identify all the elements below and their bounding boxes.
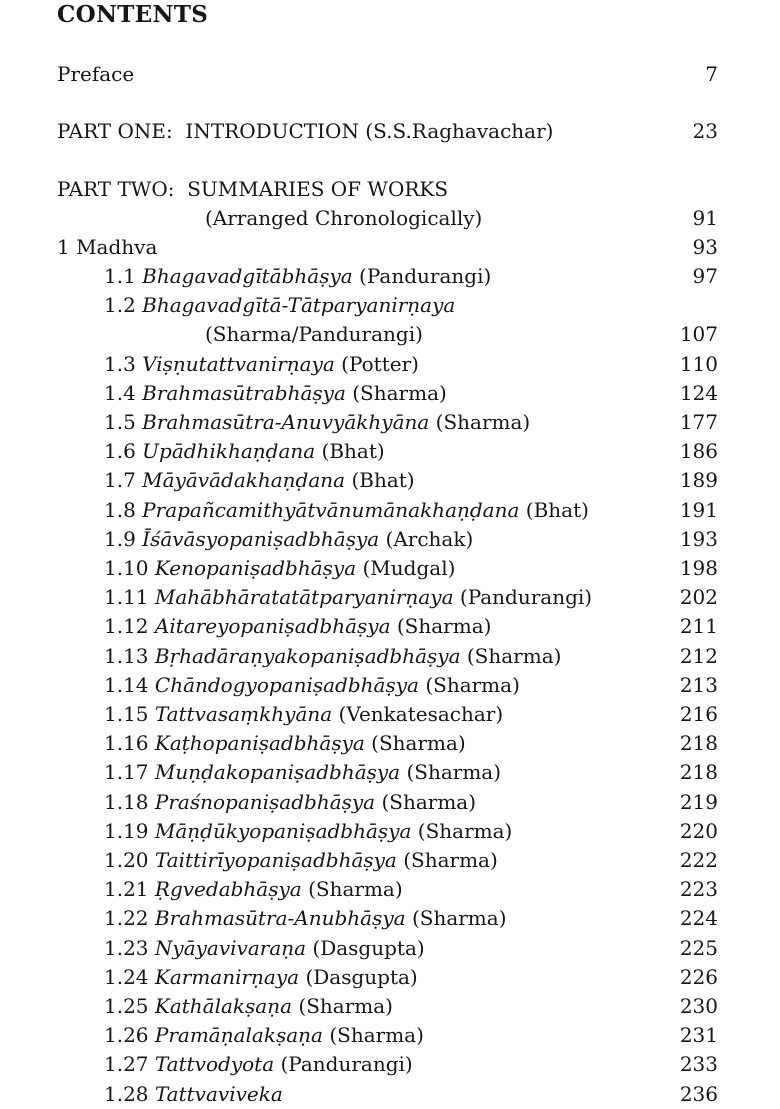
entry-page: 202 [679, 585, 718, 610]
entry-number: 1.6 [104, 439, 136, 464]
entry-author: (Potter) [341, 351, 419, 376]
toc-entry[interactable] [0, 758, 780, 787]
entry-number: 1.28 [104, 1081, 149, 1106]
toc-entry[interactable] [0, 963, 780, 992]
entry-page: 189 [679, 468, 718, 493]
toc-entry[interactable] [0, 934, 780, 963]
entry-number: 1.26 [104, 1023, 149, 1048]
entry-text [104, 1021, 424, 1050]
toc-entry[interactable] [0, 291, 780, 320]
entry-author: (Bhat) [351, 468, 415, 493]
entry-author: (Pandurangi) [359, 264, 492, 288]
entry-title: Brahmasūtra-Anuvyākhyāna [142, 410, 430, 434]
entry-page: 211 [679, 614, 718, 639]
entry-number: 1.20 [104, 848, 149, 872]
entry-number: 1.14 [104, 672, 149, 697]
entry-title: Kenopaniṣadbhāṣya [154, 556, 357, 580]
entry-author: (Venkatesachar) [338, 702, 504, 726]
entry-page: 177 [679, 410, 718, 434]
entry-title: Bhagavadgītā-Tātparyanirṇaya [142, 293, 456, 318]
entry-page: 222 [679, 848, 718, 872]
toc-entry[interactable] [0, 700, 780, 729]
entry-author: (Sharma) [371, 731, 466, 756]
entry-page: 213 [679, 672, 718, 697]
entry-page: 110 [679, 351, 718, 376]
entry-title: Tattvaviveka [154, 1081, 283, 1106]
entry-number: 1.1 [104, 264, 136, 288]
entry-title: Māṇḍūkyopaniṣadbhāṣya [154, 818, 412, 843]
entry-text [104, 642, 561, 671]
entry-author: (Sharma) [381, 789, 477, 814]
entry-page: 224 [679, 906, 718, 931]
toc-entry[interactable] [0, 262, 780, 291]
entry-text [104, 437, 385, 466]
entry-page: 198 [679, 556, 718, 580]
entry-number: 1.27 [104, 1052, 149, 1077]
entry-number: 1.13 [104, 643, 149, 668]
entry-title: Tattvasaṃkhyāna [154, 702, 333, 726]
entry-page: 7 [705, 62, 718, 86]
toc-entry[interactable] [0, 729, 780, 758]
entry-author: (Mudgal) [362, 556, 456, 580]
entry-author: (Sharma) [411, 906, 507, 931]
entry-number: 1.10 [104, 556, 149, 580]
entry-label: 1 Madhva [57, 235, 158, 259]
toc-entry[interactable] [0, 817, 780, 846]
toc-entry[interactable] [0, 846, 780, 875]
entry-text [104, 729, 466, 758]
entry-text [104, 904, 507, 933]
entry-text [104, 671, 520, 700]
entry-title: Brahmasūtra-Anubhāṣya [154, 906, 406, 931]
entry-title: Ṛgvedabhāṣya [154, 877, 302, 902]
toc-entry[interactable] [0, 437, 780, 466]
entry-page: 231 [679, 1023, 718, 1048]
entry-page: 223 [679, 877, 718, 902]
toc-entry[interactable] [0, 612, 780, 641]
entry-text [104, 700, 503, 729]
entry-text [104, 262, 491, 291]
toc-entry[interactable] [0, 1080, 780, 1109]
toc-entry[interactable] [0, 379, 780, 408]
entry-author: (Sharma) [298, 994, 393, 1018]
entry-text [104, 1050, 413, 1079]
entry-text [104, 291, 455, 320]
entry-text [104, 496, 589, 525]
toc-entry[interactable] [0, 1021, 780, 1050]
entry-author: (Sharma) [417, 818, 513, 843]
entry-title: Muṇḍakopaniṣadbhāṣya [154, 760, 401, 785]
page-title: CONTENTS [57, 1, 209, 28]
entry-page: 186 [679, 439, 718, 464]
entry-page: 230 [679, 994, 718, 1018]
entry-label: PART TWO: SUMMARIES OF WORKS [57, 177, 449, 201]
toc-entry-part-one[interactable] [0, 117, 780, 146]
entry-author: (Sharma) [396, 614, 492, 639]
entry-title: Īśāvāsyopaniṣadbhāṣya [142, 526, 380, 551]
entry-number: 1.18 [104, 789, 149, 814]
entry-label: PART ONE: INTRODUCTION (S.S.Raghavachar) [57, 119, 554, 143]
entry-subtitle: (Arranged Chronologically) [205, 206, 483, 230]
entry-author: (Bhat) [525, 497, 589, 522]
entry-author: (Pandurangi) [459, 585, 593, 610]
entry-page: 124 [679, 380, 718, 405]
toc-entry-part-two[interactable] [0, 175, 780, 204]
entry-page: 191 [679, 497, 718, 522]
toc-entry[interactable] [0, 992, 780, 1021]
entry-text [104, 846, 498, 875]
entry-page: 233 [679, 1052, 718, 1077]
entry-page: 97 [692, 264, 718, 288]
entry-title: Pramāṇalakṣaṇa [154, 1023, 323, 1048]
entry-page: 220 [679, 818, 718, 843]
entry-number: 1.17 [104, 760, 149, 785]
entry-title: Kathālakṣaṇa [154, 994, 293, 1018]
entry-page: 236 [679, 1081, 718, 1106]
toc-entry[interactable] [0, 642, 780, 671]
entry-text [104, 934, 425, 963]
entry-text [104, 758, 501, 787]
entry-author: (Sharma) [406, 760, 502, 785]
entry-text [104, 612, 491, 641]
toc-entry[interactable] [0, 496, 780, 525]
entry-author: (Sharma) [435, 410, 531, 434]
entry-text [104, 992, 393, 1021]
entry-number: 1.25 [104, 994, 149, 1018]
entry-page: 226 [679, 964, 718, 989]
entry-title: Māyāvādakhaṇḍana [142, 468, 346, 493]
entry-number: 1.4 [104, 380, 136, 405]
entry-number: 1.3 [104, 351, 136, 376]
entry-author: (Dasgupta) [312, 935, 425, 960]
entry-number: 1.22 [104, 906, 149, 931]
entry-title: Taittirīyopaniṣadbhāṣya [154, 848, 397, 872]
entry-text [104, 525, 473, 554]
entry-number: 1.16 [104, 731, 149, 756]
entry-number: 1.2 [104, 293, 136, 318]
toc-entry[interactable] [0, 466, 780, 495]
entry-author: (Sharma) [403, 848, 498, 872]
entry-title: Kaṭhopaniṣadbhāṣya [154, 731, 365, 756]
entry-page: 107 [679, 322, 718, 347]
entry-author: (Sharma) [466, 643, 562, 668]
entry-page: 218 [679, 731, 718, 756]
entry-title: Aitareyopaniṣadbhāṣya [154, 614, 391, 639]
entry-number: 1.7 [104, 468, 136, 493]
entry-author: (Sharma) [425, 672, 520, 697]
entry-text [104, 408, 530, 437]
entry-text [104, 788, 476, 817]
entry-title: Tattvodyota [154, 1052, 275, 1077]
entry-number: 1.9 [104, 526, 136, 551]
entry-text [104, 817, 512, 846]
entry-number: 1.8 [104, 497, 136, 522]
entry-author: (Sharma) [329, 1023, 424, 1048]
entry-number: 1.15 [104, 702, 149, 726]
entry-author: (Sharma) [352, 380, 447, 405]
toc-entry[interactable] [0, 525, 780, 554]
entry-text [104, 1080, 283, 1109]
toc-entry-chapter[interactable] [0, 233, 780, 262]
entry-title: Mahābhāratatātparyanirṇaya [154, 585, 454, 610]
toc-entry[interactable] [0, 788, 780, 817]
entry-title: Praśnopaniṣadbhāṣya [154, 789, 376, 814]
entry-author: (Sharma) [308, 877, 403, 902]
toc-entry[interactable] [0, 554, 780, 583]
entry-author: (Sharma/Pandurangi) [205, 322, 423, 347]
entry-text [104, 963, 418, 992]
entry-title: Bhagavadgītābhāṣya [142, 264, 353, 288]
entry-text [104, 875, 403, 904]
entry-text [104, 583, 592, 612]
toc-entry-part-two-subtitle[interactable] [0, 204, 780, 233]
entry-text [104, 379, 447, 408]
entry-author: (Bhat) [321, 439, 385, 464]
entry-number: 1.19 [104, 818, 149, 843]
entry-text [104, 554, 455, 583]
entry-author: (Pandurangi) [280, 1052, 413, 1077]
entry-number: 1.5 [104, 410, 136, 434]
toc-entry-continuation[interactable] [0, 320, 780, 349]
entry-number: 1.12 [104, 614, 149, 639]
toc-entry[interactable] [0, 904, 780, 933]
entry-page: 212 [679, 643, 718, 668]
entry-text [104, 350, 419, 379]
entry-page: 219 [679, 789, 718, 814]
entry-number: 1.24 [104, 964, 149, 989]
entry-author: (Archak) [385, 526, 474, 551]
entry-page: 218 [679, 760, 718, 785]
entry-title: Bṛhadāraṇyakopaniṣadbhāṣya [154, 643, 461, 668]
entry-title: Chāndogyopaniṣadbhāṣya [154, 672, 419, 697]
entry-page: 225 [679, 935, 718, 960]
toc-entry-preface[interactable] [0, 60, 780, 89]
entry-title: Viṣṇutattvanirṇaya [142, 351, 335, 376]
entry-page: 216 [679, 702, 718, 726]
entry-title: Nyāyavivaraṇa [154, 935, 307, 960]
toc-entry[interactable] [0, 1050, 780, 1079]
entry-page: 91 [692, 206, 718, 230]
entry-title: Prapañcamithyātvānumānakhaṇḍana [142, 497, 520, 522]
entry-text [104, 466, 415, 495]
entry-author: (Dasgupta) [305, 964, 418, 989]
entry-number: 1.23 [104, 935, 149, 960]
entry-number: 1.21 [104, 877, 149, 902]
toc-entry[interactable] [0, 875, 780, 904]
toc-entry[interactable] [0, 408, 780, 437]
entry-page: 23 [692, 119, 718, 143]
entry-title: Upādhikhaṇḍana [142, 439, 316, 464]
entry-number: 1.11 [104, 585, 149, 610]
toc-entry[interactable] [0, 350, 780, 379]
toc-entry[interactable] [0, 583, 780, 612]
entry-title: Brahmasūtrabhāṣya [142, 380, 346, 405]
toc-entry[interactable] [0, 671, 780, 700]
entry-page: 93 [692, 235, 718, 259]
entry-page: 193 [679, 526, 718, 551]
entry-title: Karmanirṇaya [154, 964, 300, 989]
entry-label: Preface [57, 62, 135, 86]
